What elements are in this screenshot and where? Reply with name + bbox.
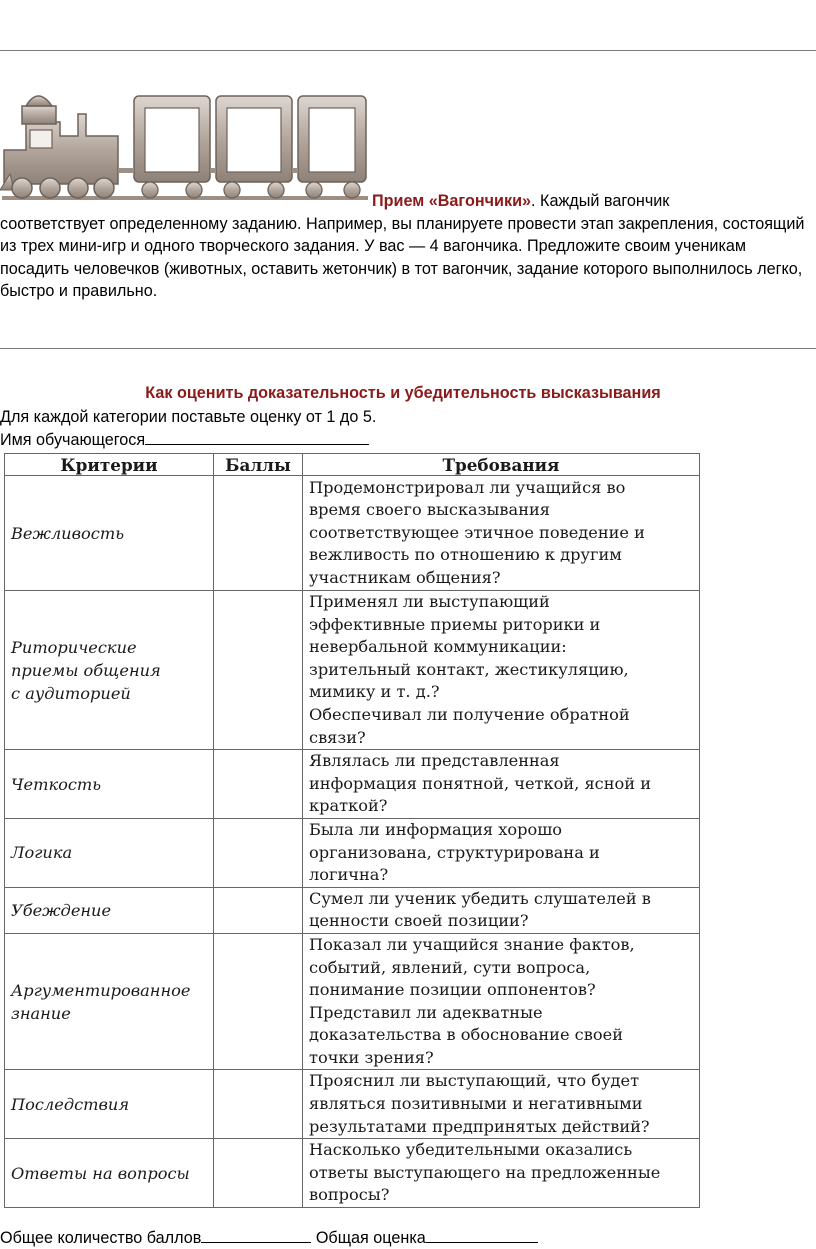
criterion-cell bbox=[5, 750, 214, 819]
requirement-text: являться позитивными и негативными bbox=[309, 1094, 643, 1114]
requirement-text: Прояснил ли выступающий, что будет bbox=[309, 1071, 640, 1091]
table-row bbox=[5, 887, 700, 933]
criterion-label: Вежливость bbox=[11, 523, 125, 543]
requirement-text: время своего высказывания bbox=[309, 500, 550, 520]
requirement-text: Насколько убедительными оказались bbox=[309, 1140, 633, 1160]
criterion-cell bbox=[5, 591, 214, 750]
middle-divider bbox=[0, 348, 816, 349]
header-criteria: Критерии bbox=[5, 454, 214, 476]
criterion-label: приемы общения bbox=[11, 660, 161, 680]
criterion-label: с аудиторией bbox=[11, 683, 131, 703]
score-cell[interactable] bbox=[214, 1139, 303, 1208]
requirement-text: логична? bbox=[309, 865, 389, 885]
criterion-cell bbox=[5, 1139, 214, 1208]
rubric-instruction: Для каждой категории поставьте оценку от 1 до 5. bbox=[0, 408, 377, 426]
header-requirements: Требования bbox=[303, 454, 700, 476]
student-name-line bbox=[0, 428, 369, 451]
table-row bbox=[5, 591, 700, 750]
requirement-text: ценности своей позиции? bbox=[309, 911, 529, 931]
score-cell[interactable] bbox=[214, 818, 303, 887]
requirement-text: связи? bbox=[309, 727, 366, 747]
student-name-label: Имя обучающегося bbox=[0, 431, 146, 449]
intro-lead-rest: . Каждый вагончик bbox=[531, 192, 670, 210]
requirement-text: вопросы? bbox=[309, 1185, 390, 1205]
requirement-text: точки зрения? bbox=[309, 1047, 434, 1067]
requirement-text: Сумел ли ученик убедить слушателей в bbox=[309, 888, 651, 908]
requirement-cell bbox=[303, 1139, 700, 1208]
requirement-cell bbox=[303, 1070, 700, 1139]
requirement-text: мимику и т. д.? bbox=[309, 682, 440, 702]
requirement-text: эффективные приемы риторики и bbox=[309, 614, 601, 634]
score-cell[interactable] bbox=[214, 591, 303, 750]
overall-grade-blank bbox=[426, 1226, 538, 1243]
intro-text: соответствует определенному заданию. Например, вы планируете провести этап закрепления, состоящий из трех мини-игр и одного творческого задания. У вас — 4 вагончика. Предложите своим ученикам посадить человечков (животных, оставить жетончик) в тот вагончик, задание которого выполнилось легко, быстро и правильно. bbox=[0, 214, 805, 300]
rubric-title: Как оценить доказательность и убедительность высказывания bbox=[145, 384, 661, 402]
requirement-text: организована, структурирована и bbox=[309, 842, 600, 862]
requirement-cell bbox=[303, 750, 700, 819]
criterion-cell bbox=[5, 1070, 214, 1139]
requirement-text: Являлась ли представленная bbox=[309, 751, 560, 771]
requirement-text: краткой? bbox=[309, 796, 388, 816]
top-divider bbox=[0, 50, 816, 51]
requirement-text: понимание позиции оппонентов? bbox=[309, 980, 596, 1000]
score-cell[interactable] bbox=[214, 750, 303, 819]
criterion-label: Ответы на вопросы bbox=[11, 1163, 190, 1183]
requirement-text: невербальной коммуникации: bbox=[309, 637, 567, 657]
requirement-cell bbox=[303, 818, 700, 887]
header-score: Баллы bbox=[214, 454, 303, 476]
requirement-text: Применял ли выступающий bbox=[309, 592, 550, 611]
table-row bbox=[5, 1070, 700, 1139]
requirement-text: участникам общения? bbox=[309, 567, 501, 587]
criterion-label: Риторические bbox=[11, 637, 137, 657]
criterion-cell bbox=[5, 887, 214, 933]
table-row bbox=[5, 750, 700, 819]
requirement-text: Продемонстрировал ли учащийся во bbox=[309, 477, 626, 497]
requirement-text: событий, явлений, сути вопроса, bbox=[309, 957, 591, 977]
score-cell[interactable] bbox=[214, 476, 303, 591]
criterion-label: Аргументированное bbox=[11, 980, 191, 1000]
criterion-cell bbox=[5, 476, 214, 591]
table-row bbox=[5, 818, 700, 887]
requirement-cell bbox=[303, 933, 700, 1070]
requirement-cell bbox=[303, 591, 700, 750]
total-score-label: Общее количество баллов bbox=[0, 1229, 202, 1247]
requirement-text: ответы выступающего на предложенные bbox=[309, 1162, 661, 1182]
requirement-text: доказательства в обоснование своей bbox=[309, 1025, 623, 1045]
criterion-label: Последствия bbox=[11, 1094, 130, 1114]
requirement-cell bbox=[303, 887, 700, 933]
criterion-label: знание bbox=[11, 1003, 71, 1023]
criterion-label: Убеждение bbox=[11, 900, 112, 920]
overall-grade-label: Общая оценка bbox=[315, 1229, 426, 1247]
intro-title: Прием «Вагончики» bbox=[372, 192, 532, 210]
score-cell[interactable] bbox=[214, 1070, 303, 1139]
score-cell[interactable] bbox=[214, 933, 303, 1070]
requirement-text: информация понятной, четкой, ясной и bbox=[309, 773, 651, 793]
requirement-text: Показал ли учащийся знание фактов, bbox=[309, 934, 635, 954]
total-score-blank bbox=[201, 1226, 311, 1243]
requirement-text: зрительный контакт, жестикуляцию, bbox=[309, 659, 629, 679]
requirement-cell bbox=[303, 476, 700, 591]
intro-lead-line bbox=[0, 190, 816, 213]
table-row bbox=[5, 933, 700, 1070]
criterion-label: Логика bbox=[11, 843, 73, 863]
table-header-row bbox=[5, 454, 700, 476]
criterion-cell bbox=[5, 818, 214, 887]
table-row bbox=[5, 1139, 700, 1208]
table-row bbox=[5, 476, 700, 591]
requirement-text: вежливость по отношению к другим bbox=[309, 545, 622, 565]
requirement-text: соответствующее этичное поведение и bbox=[309, 522, 645, 542]
intro-paragraph bbox=[0, 190, 816, 303]
criterion-label: Четкость bbox=[11, 774, 102, 794]
requirement-text: результатами предпринятых действий? bbox=[309, 1116, 650, 1136]
rubric-table bbox=[4, 453, 700, 1208]
requirement-text: Представил ли адекватные bbox=[309, 1002, 543, 1022]
footer-line bbox=[0, 1226, 538, 1249]
requirement-text: Была ли информация хорошо bbox=[309, 819, 563, 839]
student-name-blank bbox=[145, 428, 369, 445]
score-cell[interactable] bbox=[214, 887, 303, 933]
requirement-text: Обеспечивал ли получение обратной bbox=[309, 704, 630, 724]
criterion-cell bbox=[5, 933, 214, 1070]
